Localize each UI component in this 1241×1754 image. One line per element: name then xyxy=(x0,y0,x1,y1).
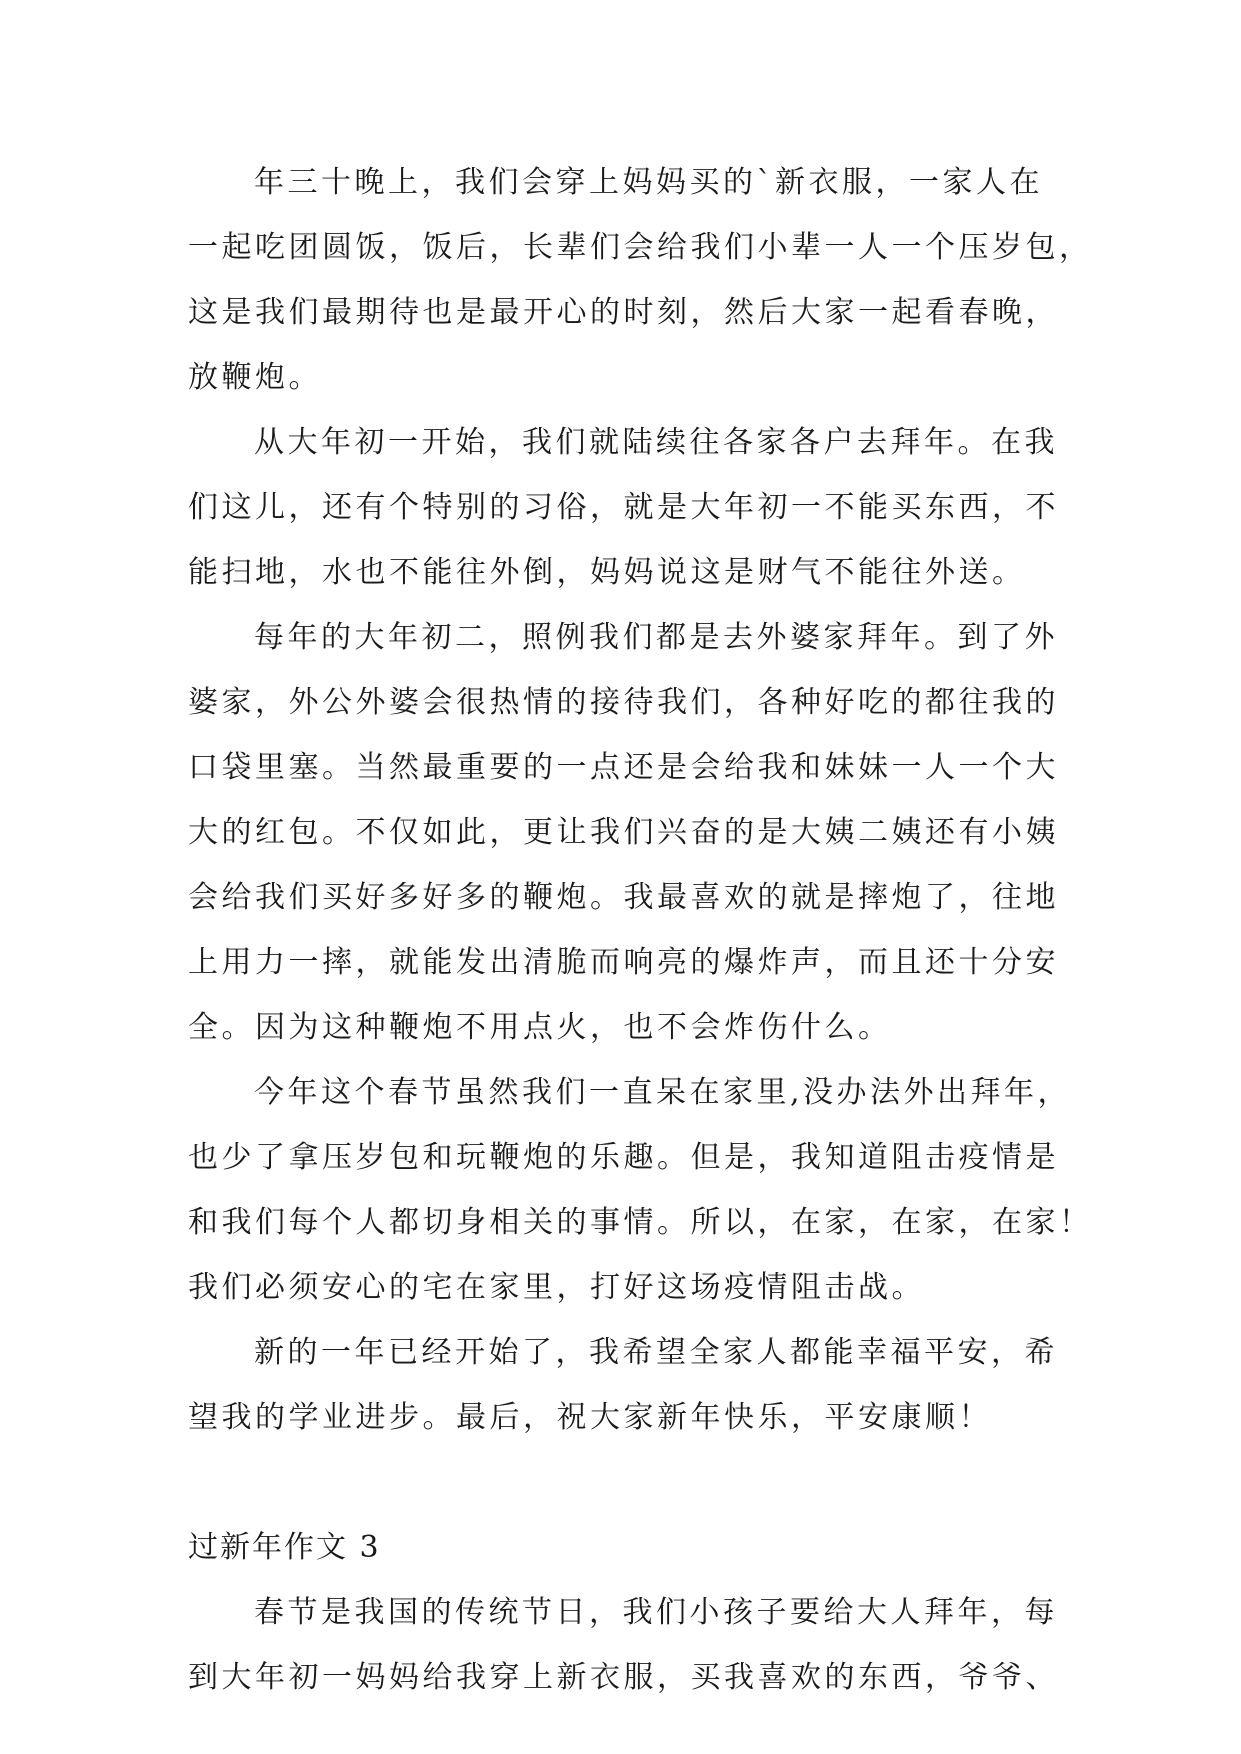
paragraph-line: 每年的大年初二，照例我们都是去外婆家拜年。到了外 xyxy=(254,620,1058,655)
paragraph-line: 也少了拿压岁包和玩鞭炮的乐趣。但是，我知道阻击疫情是 xyxy=(188,1140,1059,1175)
paragraph xyxy=(188,1580,1068,1710)
paragraph xyxy=(188,410,1068,605)
paragraph-line: 能扫地，水也不能往外倒，妈妈说这是财气不能往外送。 xyxy=(188,555,1026,590)
paragraph-line: 们这儿，还有个特别的习俗，就是大年初一不能买东西，不 xyxy=(188,490,1059,525)
paragraph-line: 今年这个春节虽然我们一直呆在家里,没办法外出拜年， xyxy=(254,1075,1072,1110)
paragraph-line: 新的一年已经开始了，我希望全家人都能幸福平安，希 xyxy=(254,1335,1058,1370)
section-spacer xyxy=(188,1450,1068,1515)
paragraph-line: 口袋里塞。当然最重要的一点还是会给我和妹妹一人一个大 xyxy=(188,750,1059,785)
paragraph xyxy=(188,1320,1068,1450)
paragraph-line: 大的红包。不仅如此，更让我们兴奋的是大姨二姨还有小姨 xyxy=(188,815,1059,850)
paragraph xyxy=(188,1060,1093,1320)
paragraph-line: 一起吃团圆饭，饭后，长辈们会给我们小辈一人一个压岁包， xyxy=(188,230,1093,265)
section-title: 过新年作文 3 xyxy=(188,1530,381,1565)
paragraph-line: 这是我们最期待也是最开心的时刻，然后大家一起看春晚， xyxy=(188,295,1059,330)
paragraph-line: 婆家，外公外婆会很热情的接待我们，各种好吃的都往我的 xyxy=(188,685,1059,720)
paragraph-line: 年三十晚上，我们会穿上妈妈买的`新衣服，一家人在 xyxy=(254,165,1043,200)
paragraph-line: 上用力一摔，就能发出清脆而响亮的爆炸声，而且还十分安 xyxy=(188,945,1059,980)
paragraph-line: 春节是我国的传统节日，我们小孩子要给大人拜年，每 xyxy=(254,1595,1058,1630)
paragraph-line: 会给我们买好多好多的鞭炮。我最喜欢的就是摔炮了，往地 xyxy=(188,880,1059,915)
paragraph-line: 放鞭炮。 xyxy=(188,360,322,395)
paragraph-line: 和我们每个人都切身相关的事情。所以，在家，在家，在家！ xyxy=(188,1205,1093,1240)
paragraph xyxy=(188,150,1093,410)
paragraph-line: 我们必须安心的宅在家里，打好这场疫情阻击战。 xyxy=(188,1270,925,1305)
paragraph-line: 全。因为这种鞭炮不用点火，也不会炸伤什么。 xyxy=(188,1010,892,1045)
paragraph-line: 到大年初一妈妈给我穿上新衣服，买我喜欢的东西，爷爷、 xyxy=(188,1660,1059,1695)
paragraph-line: 从大年初一开始，我们就陆续往各家各户去拜年。在我 xyxy=(254,425,1058,460)
paragraph-line: 望我的学业进步。最后，祝大家新年快乐，平安康顺！ xyxy=(188,1400,992,1435)
paragraph xyxy=(188,605,1068,1060)
document-body xyxy=(188,150,1093,1710)
